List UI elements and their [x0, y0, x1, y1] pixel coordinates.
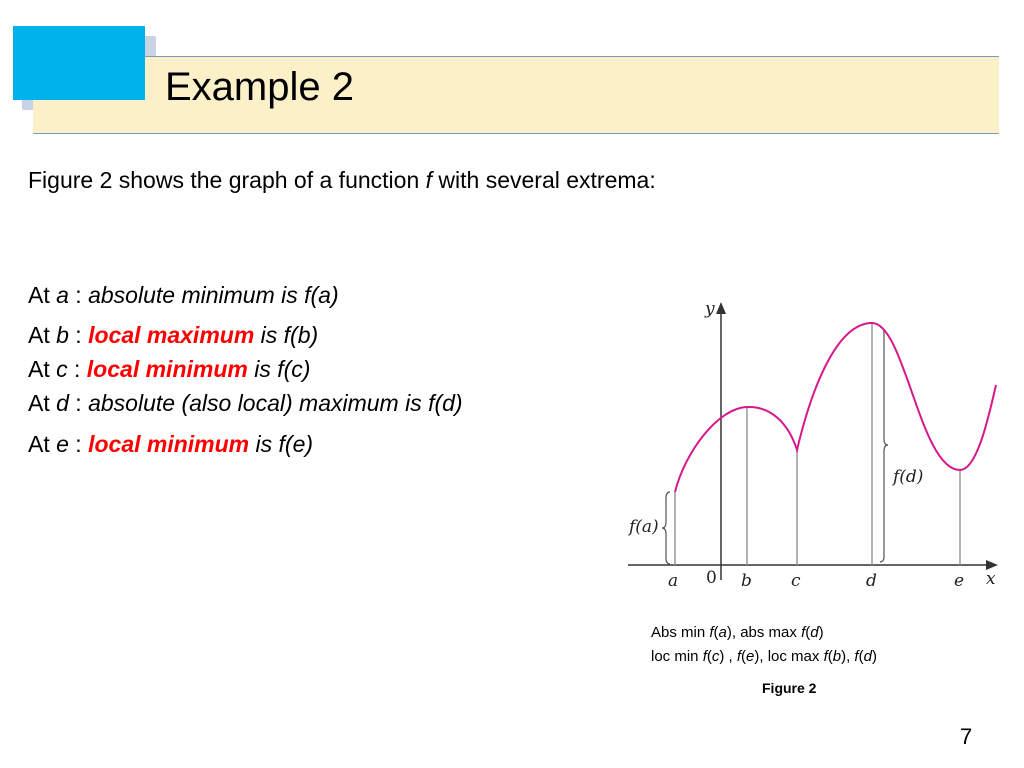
caption-text: ),: [841, 648, 855, 665]
page-number: 7: [960, 724, 973, 749]
x-axis-label: x: [986, 569, 996, 589]
row-highlight: local minimum: [88, 431, 250, 457]
row-text: is f(c): [247, 356, 311, 382]
row-text: absolute (also local) maximum is f(d): [88, 390, 463, 416]
caption-var: f: [854, 648, 859, 665]
caption-var: d: [863, 648, 872, 665]
y-axis-label: y: [705, 299, 715, 319]
caption-text: Abs min: [651, 624, 710, 641]
row-colon: :: [68, 390, 89, 416]
fa-label: f(a): [629, 517, 659, 537]
caption-text: ) ,: [719, 648, 737, 665]
point-label-d: d: [866, 571, 877, 591]
row-highlight: local minimum: [86, 356, 248, 382]
row-var: a: [56, 282, 69, 308]
figure-label: Figure 2: [762, 680, 817, 696]
caption-var: d: [810, 624, 819, 641]
caption-text: loc min: [651, 648, 703, 665]
intro-var: f: [425, 167, 433, 193]
caption-text: (: [805, 624, 811, 641]
row-colon: :: [68, 282, 89, 308]
caption-text: (: [706, 648, 712, 665]
point-label-b: b: [741, 571, 752, 591]
slide-title: Example 2: [165, 65, 354, 109]
caption-text: ): [871, 648, 877, 665]
point-label-a: a: [668, 571, 679, 591]
caption-text: (: [713, 624, 719, 641]
caption-var: e: [746, 648, 755, 665]
caption-text: ), abs max: [726, 624, 802, 641]
row-at: At: [28, 431, 57, 457]
caption-var: f: [702, 648, 707, 665]
point-label-c: c: [791, 571, 801, 591]
brace-fa: [662, 492, 670, 564]
intro-before: Figure 2 shows the graph of a function: [28, 167, 426, 193]
caption-text: ): [818, 624, 824, 641]
caption-var: a: [718, 624, 727, 641]
point-label-e: e: [954, 571, 965, 591]
row-var: d: [56, 390, 69, 416]
row-at: At: [28, 390, 57, 416]
caption-line-1: [651, 623, 824, 643]
row-var: e: [56, 431, 69, 457]
row-at: At: [28, 322, 57, 348]
caption-text: ), loc max: [754, 648, 824, 665]
caption-var: f: [801, 624, 806, 641]
row-var: c: [56, 356, 68, 382]
caption-text: (: [858, 648, 864, 665]
caption-line-2: [651, 647, 877, 667]
caption-text: (: [741, 648, 747, 665]
brace-fd: [880, 327, 888, 562]
caption-var: f: [709, 624, 714, 641]
caption-var: c: [711, 648, 720, 665]
row-var: b: [56, 322, 69, 348]
row-text: is f(e): [249, 431, 314, 457]
caption-var: f: [823, 648, 828, 665]
fd-label: f(d): [893, 467, 924, 487]
row-colon: :: [68, 431, 89, 457]
caption-text: (: [827, 648, 833, 665]
intro-after: with several extrema:: [432, 167, 656, 193]
caption-var: b: [832, 648, 842, 665]
row-colon: :: [68, 322, 89, 348]
row-at: At: [28, 282, 57, 308]
row-text: is f(b): [254, 322, 319, 348]
row-text: absolute minimum is f(a): [88, 282, 339, 308]
row-highlight: local maximum: [88, 322, 255, 348]
row-at: At: [28, 356, 57, 382]
caption-var: f: [736, 648, 742, 665]
origin-label: 0: [706, 568, 717, 588]
function-curve: [675, 323, 996, 492]
y-axis-arrow: [716, 302, 726, 314]
row-colon: :: [67, 356, 87, 382]
